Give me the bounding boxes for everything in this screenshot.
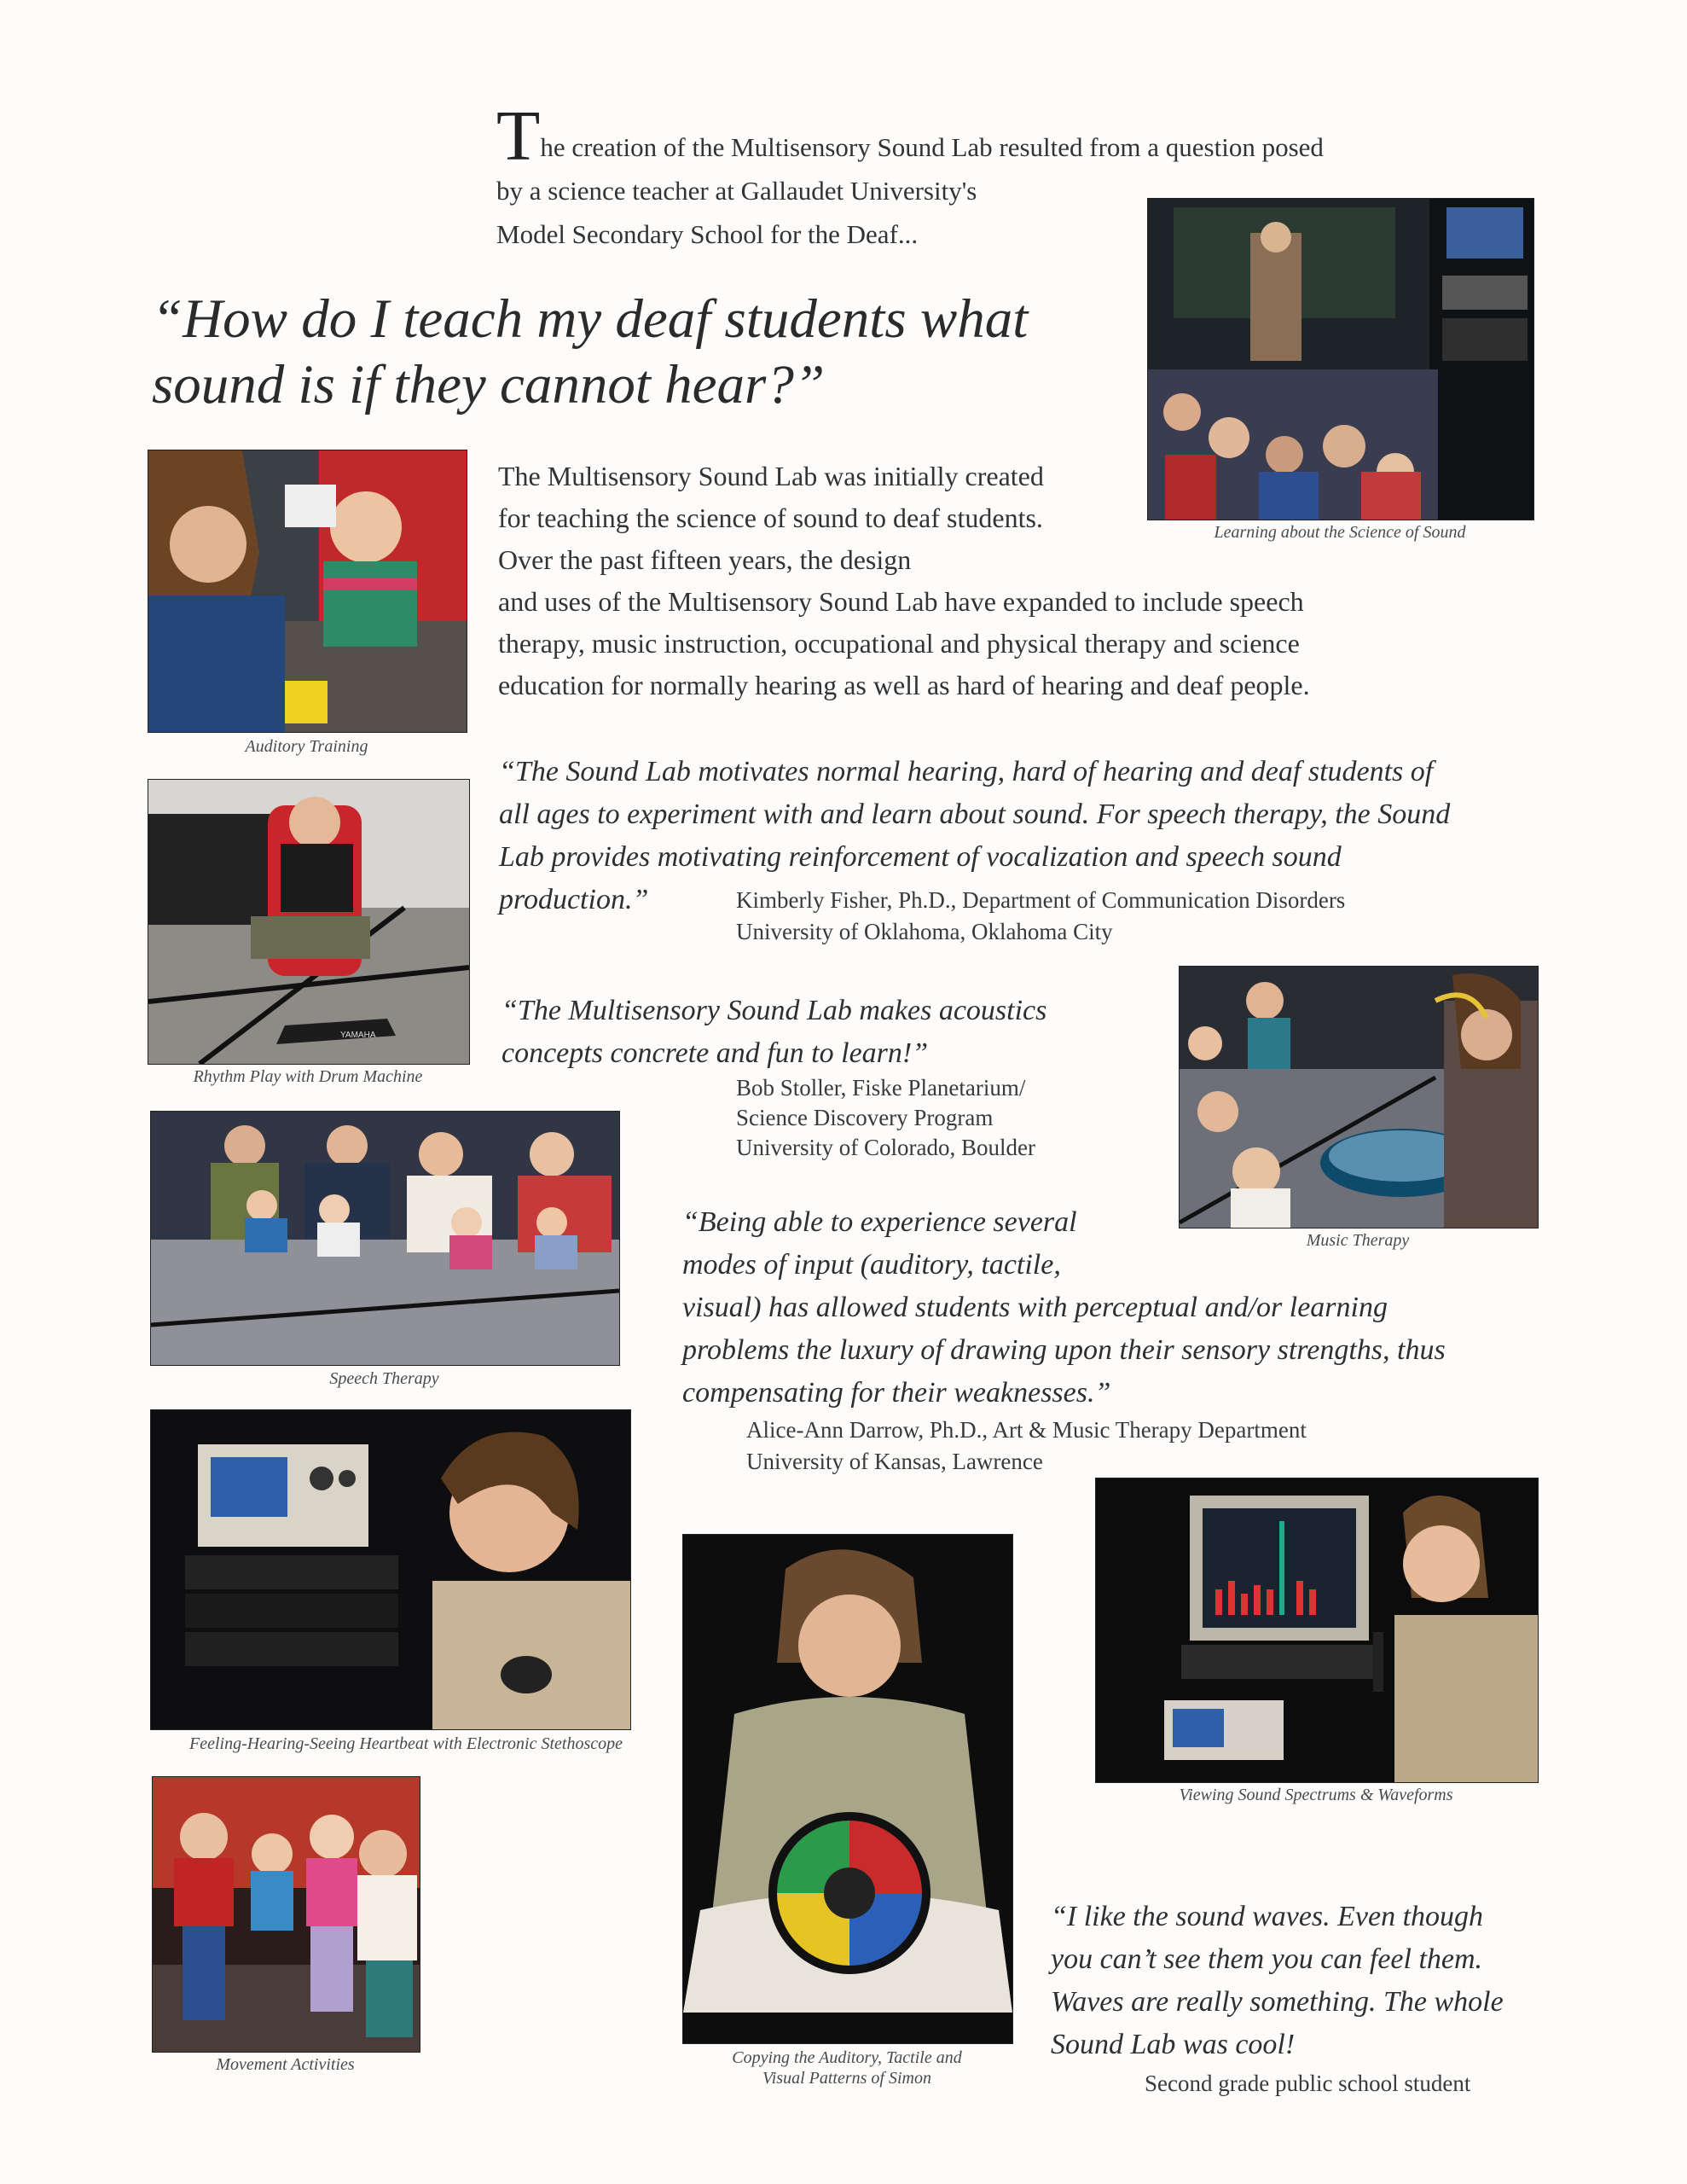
quote-1-line-4: production.” — [499, 884, 649, 915]
quote-3-line-5: compensating for their weaknesses.” — [682, 1377, 1111, 1409]
caption-speech: Speech Therapy — [329, 1369, 439, 1388]
quote-1-attribution: Kimberly Fisher, Ph.D., Department of Communication Disorders University of Oklahoma, Oklahoma City — [736, 887, 1346, 944]
quote-4-line-3: Waves are really something. The whole — [1051, 1986, 1504, 2018]
photo-music-therapy — [1179, 966, 1539, 1228]
photo-rhythm-play — [148, 779, 470, 1065]
quote-stoller — [501, 990, 1184, 1160]
quote-1-line-2: all ages to experiment with and learn about sound. For speech therapy, the Sound — [499, 799, 1451, 830]
caption-heartbeat: Feeling-Hearing-Seeing Heartbeat with Electronic Stethoscope — [188, 1734, 623, 1753]
body-paragraph — [498, 456, 1470, 706]
quote-4-line-2: you can’t see them you can feel them. — [1051, 1943, 1483, 1975]
caption-copying: Copying the Auditory, Tactile and Visual Patterns of Simon — [732, 2048, 962, 2088]
intro-line-2: by a science teacher at Gallaudet University's — [496, 176, 977, 206]
quote-3-line-3: visual) has allowed students with perceptual and/or learning — [682, 1292, 1388, 1323]
quote-2-attribution: Bob Stoller, Fiske Planetarium/ Science Discovery Program University of Colorado, Boulder — [736, 1075, 1035, 1160]
drop-cap: T — [496, 96, 541, 176]
body-line-1: The Multisensory Sound Lab was initially created — [498, 461, 1044, 491]
quote-darrow — [682, 1201, 1535, 1478]
photo-auditory-training — [148, 450, 467, 733]
quote-2-line-1: “The Multisensory Sound Lab makes acoustics — [501, 995, 1047, 1026]
body-line-6: education for normally hearing as well as hard of hearing and deaf people. — [498, 670, 1310, 700]
intro-line-3: Model Secondary School for the Deaf... — [496, 219, 919, 249]
caption-viewing: Viewing Sound Spectrums & Waveforms — [1179, 1786, 1453, 1804]
quote-1-line-3: Lab provides motivating reinforcement of vocalization and speech sound — [499, 841, 1342, 873]
photo-simon-patterns — [682, 1534, 1013, 2044]
body-line-5: therapy, music instruction, occupational and physical therapy and science — [498, 628, 1300, 659]
caption-learning: Learning about the Science of Sound — [1214, 523, 1466, 542]
quote-1-line-1: “The Sound Lab motivates normal hearing, hard of hearing and deaf students of — [499, 756, 1434, 787]
quote-student — [1051, 1896, 1562, 2100]
caption-music: Music Therapy — [1306, 1231, 1410, 1250]
quote-4-attribution: Second grade public school student — [1145, 2071, 1471, 2096]
photo-speech-therapy — [150, 1111, 620, 1366]
quote-fisher — [499, 751, 1539, 944]
headline-line-1: “How do I teach my deaf students what — [152, 288, 1029, 350]
caption-rhythm: Rhythm Play with Drum Machine — [193, 1067, 423, 1086]
quote-2-line-2: concepts concrete and fun to learn!” — [501, 1037, 929, 1069]
quote-4-line-1: “I like the sound waves. Even though — [1051, 1901, 1484, 1932]
quote-3-line-2: modes of input (auditory, tactile, — [682, 1249, 1061, 1281]
photo-movement-activities — [152, 1776, 420, 2053]
quote-3-line-4: problems the luxury of drawing upon their sensory strengths, thus — [682, 1334, 1446, 1366]
intro-line-1: The creation of the Multisensory Sound Lab resulted from a question posed — [496, 96, 1324, 176]
photo-viewing-spectrums — [1095, 1478, 1539, 1783]
body-line-3: Over the past fifteen years, the design — [498, 544, 912, 575]
photo-heartbeat-stethoscope — [150, 1409, 631, 1730]
quote-3-attribution: Alice-Ann Darrow, Ph.D., Art & Music Therapy Department University of Kansas, Lawrence — [746, 1417, 1307, 1474]
caption-auditory: Auditory Training — [245, 737, 368, 756]
body-line-4: and uses of the Multisensory Sound Lab have expanded to include speech — [498, 586, 1304, 617]
caption-movement: Movement Activities — [216, 2055, 355, 2074]
drum-machine-label: YAMAHA — [340, 1031, 376, 1040]
quote-3-line-1: “Being able to experience several — [682, 1206, 1077, 1238]
headline-line-2: sound is if they cannot hear?” — [152, 354, 825, 415]
quote-4-line-4: Sound Lab was cool! — [1051, 2029, 1296, 2060]
body-line-2: for teaching the science of sound to deaf students. — [498, 502, 1043, 533]
headline-question — [152, 287, 1133, 418]
